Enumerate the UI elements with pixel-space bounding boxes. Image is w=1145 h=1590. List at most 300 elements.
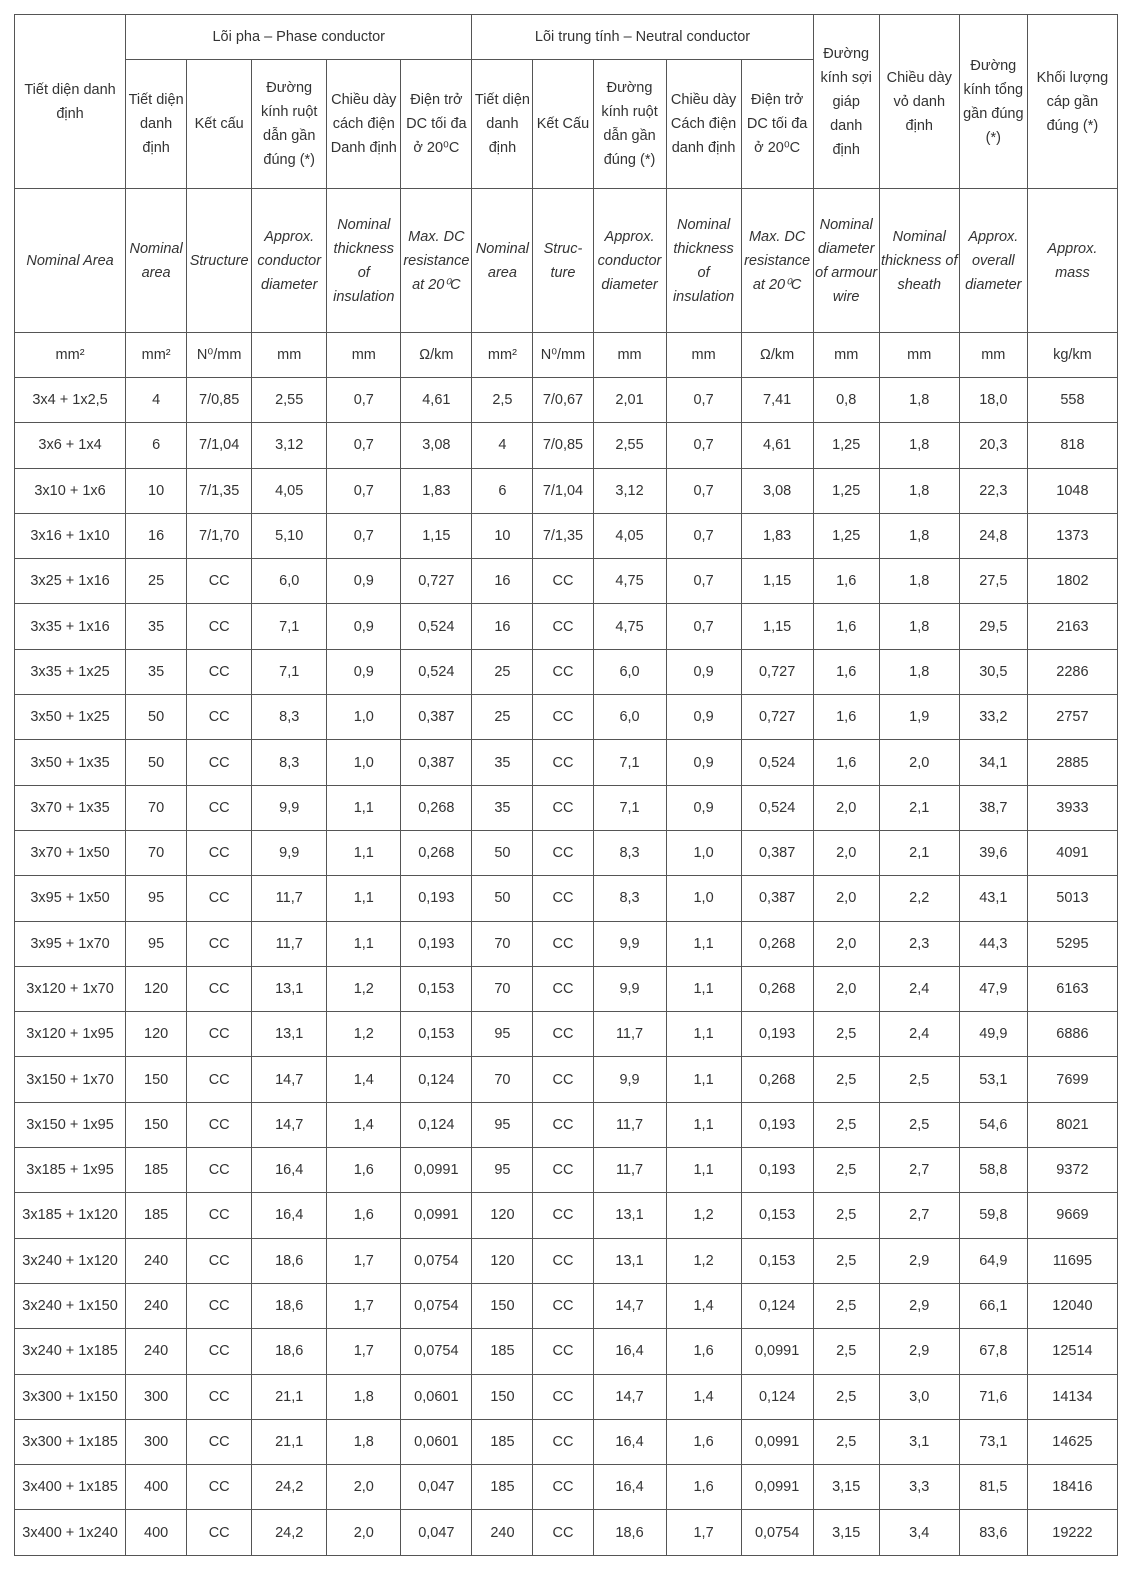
table-cell: 73,1: [959, 1419, 1027, 1464]
table-cell: CC: [187, 921, 252, 966]
table-cell: 1,8: [879, 559, 959, 604]
table-cell: 3x25 + 1x16: [15, 559, 126, 604]
table-cell: 2,9: [879, 1329, 959, 1374]
unit-cell: mm: [252, 333, 327, 378]
table-cell: 0,268: [741, 921, 813, 966]
table-cell: 1,8: [879, 604, 959, 649]
table-cell: 1,2: [666, 1238, 741, 1283]
table-cell: 0,124: [741, 1374, 813, 1419]
table-cell: 0,387: [401, 695, 472, 740]
table-cell: 0,193: [741, 1148, 813, 1193]
table-cell: 54,6: [959, 1102, 1027, 1147]
table-cell: 95: [126, 876, 187, 921]
table-cell: 1,8: [879, 649, 959, 694]
table-cell: 3x4 + 1x2,5: [15, 378, 126, 423]
table-cell: 1,8: [327, 1419, 401, 1464]
table-cell: 3x300 + 1x185: [15, 1419, 126, 1464]
table-cell: CC: [533, 1102, 593, 1147]
table-cell: 35: [126, 604, 187, 649]
header-armour-vn: Đường kính sợi giáp danh định: [813, 15, 879, 189]
table-cell: 19222: [1027, 1510, 1117, 1555]
table-cell: 0,193: [401, 876, 472, 921]
header-mass-en: Approx. mass: [1027, 189, 1117, 333]
table-cell: 0,268: [741, 1057, 813, 1102]
table-cell: 3933: [1027, 785, 1117, 830]
table-cell: 7/1,04: [533, 468, 593, 513]
header-sheath-vn: Chiều dày vỏ danh định: [879, 15, 959, 189]
table-cell: 6,0: [593, 649, 666, 694]
table-cell: 0,9: [327, 649, 401, 694]
table-cell: 11,7: [593, 1148, 666, 1193]
header-overall-diameter-en: Approx. overall diameter: [959, 189, 1027, 333]
table-cell: 14,7: [593, 1283, 666, 1328]
table-cell: 1048: [1027, 468, 1117, 513]
table-cell: 10: [472, 513, 533, 558]
header-neutral-area-en: Nominal area: [472, 189, 533, 333]
header-phase-structure-en: Structure: [187, 189, 252, 333]
table-cell: 2163: [1027, 604, 1117, 649]
table-cell: 1,8: [327, 1374, 401, 1419]
table-row: [15, 1283, 1118, 1328]
table-cell: CC: [533, 1329, 593, 1374]
table-cell: 3x120 + 1x70: [15, 966, 126, 1011]
table-cell: 7/1,70: [187, 513, 252, 558]
table-cell: CC: [533, 1419, 593, 1464]
table-cell: 81,5: [959, 1465, 1027, 1510]
table-row: [15, 830, 1118, 875]
table-cell: 1,15: [401, 513, 472, 558]
table-cell: 1802: [1027, 559, 1117, 604]
table-cell: CC: [187, 876, 252, 921]
table-cell: 0,727: [741, 695, 813, 740]
table-cell: 1,9: [879, 695, 959, 740]
header-overall-diameter-vn: Đường kính tổng gần đúng (*): [959, 15, 1027, 189]
table-cell: 1,6: [813, 740, 879, 785]
table-cell: CC: [187, 1238, 252, 1283]
table-row: [15, 1329, 1118, 1374]
table-cell: 14,7: [252, 1102, 327, 1147]
table-cell: 2,5: [472, 378, 533, 423]
table-cell: 150: [472, 1374, 533, 1419]
table-cell: 95: [472, 1102, 533, 1147]
table-cell: 7/1,35: [533, 513, 593, 558]
table-row: [15, 1510, 1118, 1555]
table-cell: 11695: [1027, 1238, 1117, 1283]
table-cell: 3x10 + 1x6: [15, 468, 126, 513]
unit-cell: mm: [666, 333, 741, 378]
table-cell: 58,8: [959, 1148, 1027, 1193]
table-cell: 11,7: [593, 1102, 666, 1147]
table-cell: 1,6: [666, 1465, 741, 1510]
table-row: [15, 966, 1118, 1011]
table-cell: 64,9: [959, 1238, 1027, 1283]
table-cell: 25: [472, 695, 533, 740]
table-cell: 0,7: [666, 468, 741, 513]
table-cell: 150: [472, 1283, 533, 1328]
table-cell: 6163: [1027, 966, 1117, 1011]
header-group-row: [15, 15, 1118, 60]
table-cell: 12514: [1027, 1329, 1117, 1374]
table-cell: 11,7: [593, 1012, 666, 1057]
table-cell: 13,1: [252, 966, 327, 1011]
table-cell: 1,0: [327, 695, 401, 740]
table-cell: 120: [126, 966, 187, 1011]
table-cell: 2,5: [813, 1102, 879, 1147]
table-cell: 6,0: [593, 695, 666, 740]
table-cell: 0,7: [666, 423, 741, 468]
table-cell: 5013: [1027, 876, 1117, 921]
table-cell: 1,0: [327, 740, 401, 785]
table-cell: 2,01: [593, 378, 666, 423]
table-cell: 2,7: [879, 1193, 959, 1238]
table-cell: 50: [126, 695, 187, 740]
table-cell: 2,5: [813, 1057, 879, 1102]
table-cell: 7/0,85: [533, 423, 593, 468]
table-cell: 0,0991: [741, 1419, 813, 1464]
table-cell: 3x35 + 1x16: [15, 604, 126, 649]
table-cell: 185: [472, 1465, 533, 1510]
header-phase-insulation-vn: Chiều dày cách điện Danh định: [327, 60, 401, 189]
table-cell: 2286: [1027, 649, 1117, 694]
table-cell: 1,2: [327, 1012, 401, 1057]
table-cell: 7/0,85: [187, 378, 252, 423]
table-cell: CC: [533, 649, 593, 694]
table-cell: 240: [126, 1329, 187, 1374]
table-cell: 2,9: [879, 1238, 959, 1283]
table-cell: 5295: [1027, 921, 1117, 966]
table-cell: 70: [126, 830, 187, 875]
table-cell: 1,8: [879, 513, 959, 558]
table-cell: 0,0754: [401, 1238, 472, 1283]
table-cell: 7,1: [593, 740, 666, 785]
table-cell: 6,0: [252, 559, 327, 604]
table-cell: 1,4: [666, 1283, 741, 1328]
table-row: [15, 513, 1118, 558]
table-cell: 3x150 + 1x70: [15, 1057, 126, 1102]
table-cell: 1,6: [813, 604, 879, 649]
table-cell: 1,6: [666, 1419, 741, 1464]
table-cell: 18416: [1027, 1465, 1117, 1510]
table-cell: CC: [533, 1193, 593, 1238]
table-cell: 3x95 + 1x50: [15, 876, 126, 921]
header-neutral-structure-vn: Kết Cấu: [533, 60, 593, 189]
table-cell: 0,153: [741, 1238, 813, 1283]
table-cell: 2,0: [813, 921, 879, 966]
header-nominal-area-vn: Tiết diện danh định: [15, 15, 126, 189]
table-row: [15, 1012, 1118, 1057]
table-cell: 0,193: [401, 921, 472, 966]
table-cell: 400: [126, 1510, 187, 1555]
table-cell: 53,1: [959, 1057, 1027, 1102]
table-row: [15, 740, 1118, 785]
table-cell: CC: [187, 604, 252, 649]
table-cell: CC: [187, 1510, 252, 1555]
table-row: [15, 876, 1118, 921]
table-cell: 0,0754: [741, 1510, 813, 1555]
table-cell: 3x70 + 1x50: [15, 830, 126, 875]
table-cell: 35: [472, 740, 533, 785]
table-cell: 3,3: [879, 1465, 959, 1510]
table-cell: 30,5: [959, 649, 1027, 694]
table-cell: 240: [126, 1238, 187, 1283]
table-cell: 2,5: [879, 1057, 959, 1102]
table-cell: 818: [1027, 423, 1117, 468]
table-cell: 2,5: [813, 1238, 879, 1283]
table-cell: 95: [472, 1148, 533, 1193]
table-cell: CC: [533, 876, 593, 921]
table-cell: 70: [472, 921, 533, 966]
table-row: [15, 468, 1118, 513]
table-cell: CC: [533, 830, 593, 875]
table-cell: 2,5: [813, 1419, 879, 1464]
table-cell: 1,8: [879, 378, 959, 423]
table-cell: 0,387: [741, 830, 813, 875]
table-cell: 16,4: [252, 1193, 327, 1238]
table-cell: 0,0991: [741, 1465, 813, 1510]
table-cell: 0,524: [401, 649, 472, 694]
table-row: [15, 785, 1118, 830]
table-cell: 20,3: [959, 423, 1027, 468]
table-cell: 11,7: [252, 921, 327, 966]
table-cell: 47,9: [959, 966, 1027, 1011]
table-cell: 34,1: [959, 740, 1027, 785]
table-cell: CC: [187, 1329, 252, 1374]
header-phase-resistance-en: Max. DC resistance at 20⁰C: [401, 189, 472, 333]
table-cell: 1,2: [327, 966, 401, 1011]
table-cell: 0,9: [666, 695, 741, 740]
table-cell: 16: [472, 604, 533, 649]
header-armour-en: Nominal diameter of armour wire: [813, 189, 879, 333]
table-cell: 12040: [1027, 1283, 1117, 1328]
table-cell: 1,1: [327, 921, 401, 966]
unit-cell: mm²: [15, 333, 126, 378]
table-cell: 1,83: [401, 468, 472, 513]
table-cell: 3x240 + 1x185: [15, 1329, 126, 1374]
table-cell: 7,1: [252, 604, 327, 649]
table-cell: 7,41: [741, 378, 813, 423]
table-cell: CC: [533, 1012, 593, 1057]
table-body: [15, 378, 1118, 1556]
table-cell: 18,6: [593, 1510, 666, 1555]
table-cell: 0,9: [327, 559, 401, 604]
table-cell: 3x70 + 1x35: [15, 785, 126, 830]
table-cell: 0,193: [741, 1102, 813, 1147]
header-phase-structure-vn: Kết cấu: [187, 60, 252, 189]
table-cell: 3,12: [252, 423, 327, 468]
table-cell: 8,3: [252, 740, 327, 785]
table-cell: CC: [533, 785, 593, 830]
table-cell: 0,7: [327, 513, 401, 558]
header-neutral-diameter-vn: Đường kính ruột dẫn gần đúng (*): [593, 60, 666, 189]
unit-cell: mm: [593, 333, 666, 378]
table-cell: 1,4: [327, 1102, 401, 1147]
table-cell: 70: [472, 966, 533, 1011]
table-cell: 1,6: [813, 695, 879, 740]
unit-cell: mm: [959, 333, 1027, 378]
table-cell: 1,1: [666, 1148, 741, 1193]
table-cell: 1,0: [666, 876, 741, 921]
table-cell: 2,0: [813, 876, 879, 921]
table-cell: 0,727: [401, 559, 472, 604]
table-cell: 50: [126, 740, 187, 785]
table-cell: 2,3: [879, 921, 959, 966]
table-cell: 14,7: [252, 1057, 327, 1102]
table-cell: 3x95 + 1x70: [15, 921, 126, 966]
table-cell: 7,1: [252, 649, 327, 694]
table-cell: CC: [187, 830, 252, 875]
table-cell: 0,9: [666, 785, 741, 830]
header-mass-vn: Khối lượng cáp gần đúng (*): [1027, 15, 1117, 189]
table-cell: 1,1: [666, 1057, 741, 1102]
table-cell: 0,8: [813, 378, 879, 423]
table-cell: CC: [533, 1510, 593, 1555]
table-cell: 16,4: [593, 1329, 666, 1374]
table-cell: CC: [533, 1374, 593, 1419]
table-cell: 3,1: [879, 1419, 959, 1464]
header-phase-diameter-vn: Đường kính ruột dẫn gần đúng (*): [252, 60, 327, 189]
table-cell: 1,6: [666, 1329, 741, 1374]
table-row: [15, 378, 1118, 423]
table-cell: 16,4: [593, 1419, 666, 1464]
table-cell: 0,0601: [401, 1374, 472, 1419]
unit-cell: N⁰/mm: [187, 333, 252, 378]
table-cell: 9,9: [593, 966, 666, 1011]
header-phase-area-en: Nominal area: [126, 189, 187, 333]
table-cell: 66,1: [959, 1283, 1027, 1328]
table-cell: CC: [187, 1193, 252, 1238]
table-cell: 1,15: [741, 604, 813, 649]
table-cell: CC: [533, 740, 593, 785]
table-cell: 3,15: [813, 1465, 879, 1510]
table-cell: 8,3: [593, 830, 666, 875]
table-cell: CC: [533, 604, 593, 649]
table-cell: 1,1: [327, 830, 401, 875]
header-phase-area-vn: Tiết diện danh định: [126, 60, 187, 189]
table-cell: 0,7: [327, 378, 401, 423]
table-cell: 0,9: [327, 604, 401, 649]
header-neutral-insulation-en: Nominal thickness of insulation: [666, 189, 741, 333]
table-cell: 13,1: [252, 1012, 327, 1057]
table-cell: 0,387: [741, 876, 813, 921]
unit-cell: kg/km: [1027, 333, 1117, 378]
table-cell: CC: [533, 695, 593, 740]
table-cell: 67,8: [959, 1329, 1027, 1374]
table-cell: 2,5: [813, 1329, 879, 1374]
table-row: [15, 1419, 1118, 1464]
table-cell: 2,5: [813, 1374, 879, 1419]
cable-spec-table: [14, 14, 1118, 1556]
table-cell: 3x300 + 1x150: [15, 1374, 126, 1419]
table-cell: 1,1: [666, 1012, 741, 1057]
table-cell: 0,153: [401, 966, 472, 1011]
table-cell: 0,153: [741, 1193, 813, 1238]
table-cell: 13,1: [593, 1193, 666, 1238]
table-cell: 2,4: [879, 966, 959, 1011]
table-cell: CC: [533, 966, 593, 1011]
table-cell: 6: [126, 423, 187, 468]
table-cell: CC: [187, 649, 252, 694]
table-cell: CC: [533, 921, 593, 966]
table-cell: 120: [472, 1238, 533, 1283]
table-cell: 120: [126, 1012, 187, 1057]
table-cell: 14134: [1027, 1374, 1117, 1419]
table-cell: 16,4: [593, 1465, 666, 1510]
header-phase-insulation-en: Nominal thickness of insulation: [327, 189, 401, 333]
table-cell: 2,0: [813, 785, 879, 830]
table-cell: 0,268: [401, 830, 472, 875]
table-cell: 0,9: [666, 649, 741, 694]
table-cell: 9669: [1027, 1193, 1117, 1238]
table-cell: 3,0: [879, 1374, 959, 1419]
table-cell: 3x150 + 1x95: [15, 1102, 126, 1147]
table-cell: 16: [472, 559, 533, 604]
table-cell: 400: [126, 1465, 187, 1510]
table-cell: CC: [187, 785, 252, 830]
table-cell: 50: [472, 830, 533, 875]
table-cell: 9,9: [593, 921, 666, 966]
table-cell: 1,1: [327, 876, 401, 921]
table-cell: 0,124: [401, 1102, 472, 1147]
table-cell: 35: [472, 785, 533, 830]
table-cell: CC: [533, 1238, 593, 1283]
table-cell: CC: [533, 1057, 593, 1102]
table-cell: 240: [126, 1283, 187, 1328]
header-unit-row: [15, 333, 1118, 378]
table-row: [15, 1374, 1118, 1419]
table-cell: 2,0: [327, 1465, 401, 1510]
table-cell: 7699: [1027, 1057, 1117, 1102]
table-cell: 2,9: [879, 1283, 959, 1328]
table-cell: 3x400 + 1x185: [15, 1465, 126, 1510]
table-cell: CC: [187, 1419, 252, 1464]
table-cell: 1,1: [666, 966, 741, 1011]
table-cell: 0,153: [401, 1012, 472, 1057]
table-cell: 300: [126, 1419, 187, 1464]
table-cell: 1,83: [741, 513, 813, 558]
table-cell: 21,1: [252, 1374, 327, 1419]
table-cell: 1,25: [813, 513, 879, 558]
table-cell: 2,7: [879, 1148, 959, 1193]
table-cell: 3x120 + 1x95: [15, 1012, 126, 1057]
table-cell: CC: [187, 1148, 252, 1193]
table-cell: 0,7: [666, 559, 741, 604]
table-cell: 1,7: [327, 1283, 401, 1328]
table-cell: 3x35 + 1x25: [15, 649, 126, 694]
table-row: [15, 1238, 1118, 1283]
table-cell: 95: [472, 1012, 533, 1057]
table-cell: 0,387: [401, 740, 472, 785]
table-cell: 7/1,04: [187, 423, 252, 468]
table-cell: 2,1: [879, 785, 959, 830]
table-cell: 0,7: [327, 468, 401, 513]
table-cell: 300: [126, 1374, 187, 1419]
table-cell: 2,0: [813, 966, 879, 1011]
table-row: [15, 921, 1118, 966]
table-cell: 4: [472, 423, 533, 468]
table-cell: 7/0,67: [533, 378, 593, 423]
table-cell: 83,6: [959, 1510, 1027, 1555]
unit-cell: mm: [879, 333, 959, 378]
table-cell: CC: [187, 559, 252, 604]
table-row: [15, 695, 1118, 740]
table-cell: 21,1: [252, 1419, 327, 1464]
table-cell: 3,15: [813, 1510, 879, 1555]
table-cell: 0,524: [741, 740, 813, 785]
table-cell: 9,9: [593, 1057, 666, 1102]
table-cell: 1,7: [327, 1238, 401, 1283]
table-cell: 9372: [1027, 1148, 1117, 1193]
table-cell: 185: [126, 1148, 187, 1193]
